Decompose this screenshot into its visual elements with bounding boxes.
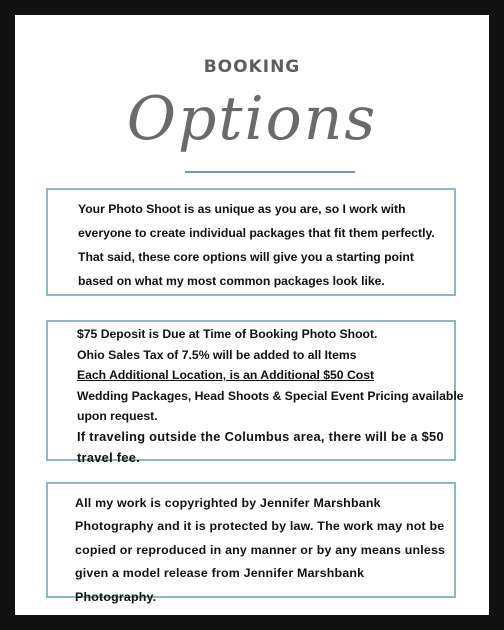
heading-underline bbox=[185, 171, 355, 173]
options-script-heading: Options bbox=[126, 84, 378, 154]
sales-tax-line: Ohio Sales Tax of 7.5% will be added to all Items bbox=[77, 347, 357, 362]
copyright-box bbox=[46, 482, 456, 604]
travel-line: If traveling outside the Columbus area, there will be a $50 bbox=[77, 428, 444, 444]
intro-text: Your Photo Shoot is as unique as you are, so I work with everyone to create individual packages that fit them perfectly. That said, these core options will give you a starting point based on what my most common packages look like. bbox=[78, 202, 435, 288]
copyright-text: All my work is copyrighted by Jennifer Marshbank Photography and it is protected by law. The work may not be copied or reproduced in any manner or by any means unless given a model release from Jennifer Marshbank Photography. bbox=[75, 496, 446, 604]
details-box bbox=[46, 320, 464, 465]
deposit-line: $75 Deposit is Due at Time of Booking Photo Shoot. bbox=[77, 327, 378, 341]
page bbox=[15, 15, 489, 615]
packages-line: Wedding Packages, Head Shoots & Special Event Pricing available bbox=[77, 388, 464, 403]
additional-location-line: Each Additional Location, is an Additional $50 Cost bbox=[77, 368, 375, 383]
travel-line-cont: travel fee. bbox=[77, 449, 141, 465]
intro-box bbox=[46, 188, 456, 296]
packages-line-cont: upon request. bbox=[77, 409, 158, 424]
booking-heading: BOOKING bbox=[203, 57, 301, 77]
